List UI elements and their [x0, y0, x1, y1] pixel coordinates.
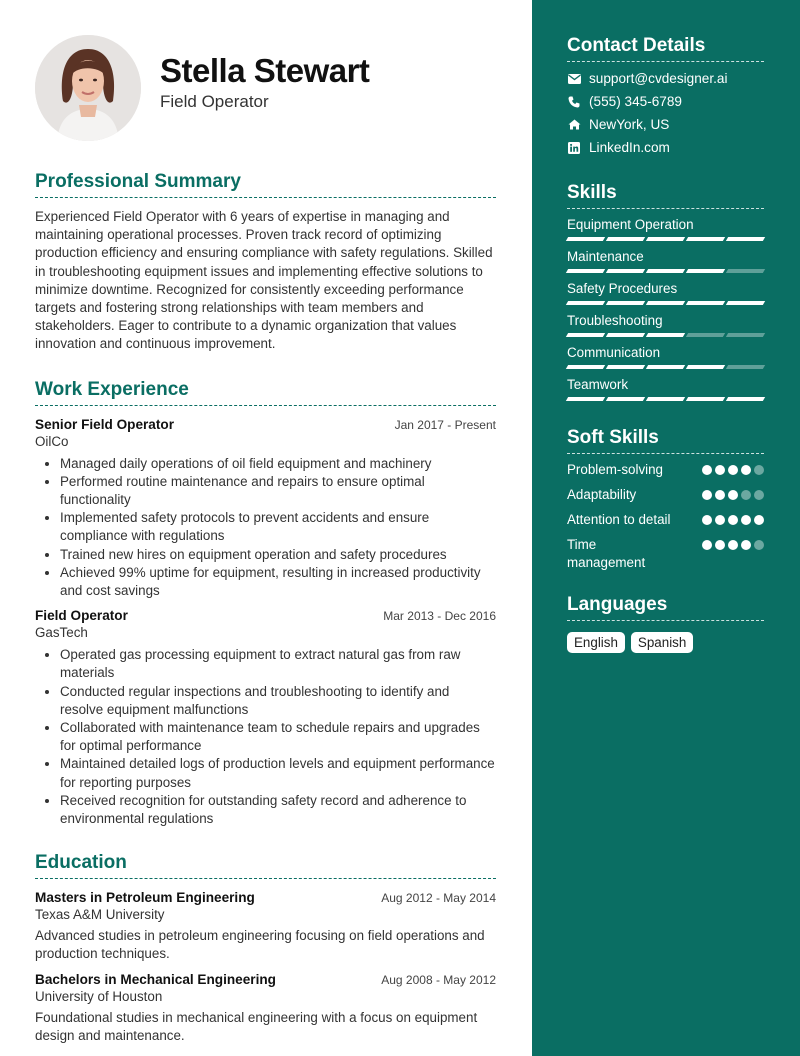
rating-dot — [754, 465, 764, 475]
skill-level-segment — [566, 269, 605, 273]
job-bullet: • Maintained detailed logs of production levels and equipment performance for reporting purposes — [60, 755, 496, 791]
rating-dot — [754, 490, 764, 500]
experience-heading: Work Experience — [35, 379, 496, 406]
skill-level-bar — [567, 301, 764, 305]
skill-level-segment — [606, 301, 645, 305]
skill-level-segment — [726, 365, 765, 369]
skill-level-segment — [606, 365, 645, 369]
skill-level-segment — [566, 397, 605, 401]
candidate-name: Stella Stewart — [160, 52, 370, 89]
sidebar — [532, 0, 800, 1056]
rating-dot — [702, 490, 712, 500]
rating-dot — [754, 540, 764, 550]
skill-level-segment — [646, 333, 685, 337]
rating-dot — [741, 515, 751, 525]
job-bullet: • Received recognition for outstanding safety record and adherence to environmental regulations — [60, 792, 496, 828]
degree: Masters in Petroleum Engineering — [35, 890, 255, 906]
skill-level-segment — [606, 397, 645, 401]
skill-level-segment — [646, 237, 685, 241]
candidate-title: Field Operator — [160, 92, 269, 111]
skill-level-bar — [567, 397, 764, 401]
phone-text: (555) 345-6789 — [589, 94, 682, 109]
language-tag: English — [567, 632, 625, 653]
contact-location — [567, 116, 764, 133]
skills-heading: Skills — [567, 182, 764, 209]
skill-item — [567, 313, 764, 337]
languages-heading: Languages — [567, 594, 764, 621]
summary-section — [35, 171, 496, 354]
rating-dot — [702, 465, 712, 475]
job-bullet: • Achieved 99% uptime for equipment, resulting in increased productivity and cost savings — [60, 564, 496, 600]
school: Texas A&M University — [35, 907, 165, 923]
rating-dot — [715, 540, 725, 550]
school: University of Houston — [35, 988, 163, 1004]
job-entry — [35, 417, 496, 601]
skill-level-segment — [726, 333, 765, 337]
skill-level-bar — [567, 237, 764, 241]
skill-name: Teamwork — [567, 377, 629, 392]
skill-level-bar — [567, 365, 764, 369]
rating-dot — [702, 515, 712, 525]
skill-level-segment — [566, 333, 605, 337]
rating-dot — [741, 465, 751, 475]
contact-email[interactable] — [567, 70, 764, 87]
skill-name: Equipment Operation — [567, 217, 694, 232]
education-entry — [35, 972, 496, 1045]
soft-skill-rating — [702, 465, 764, 475]
phone-icon — [567, 95, 581, 109]
education-desc: Foundational studies in mechanical engineering with a focus on equipment design and maintenance. — [35, 1009, 478, 1043]
soft-skill-name: Problem-solving — [567, 462, 664, 477]
rating-dot — [715, 515, 725, 525]
skill-level-segment — [726, 237, 765, 241]
skill-level-bar — [567, 269, 764, 273]
job-bullet: • Implemented safety protocols to prevent accidents and ensure compliance with regulations — [60, 509, 496, 545]
avatar — [35, 35, 141, 141]
skill-level-segment — [606, 269, 645, 273]
rating-dot — [702, 540, 712, 550]
skill-level-segment — [686, 237, 725, 241]
language-tag: Spanish — [631, 632, 693, 653]
home-icon — [567, 118, 581, 132]
job-entry — [35, 608, 496, 828]
soft-skills-section — [567, 427, 764, 572]
job-role: Senior Field Operator — [35, 416, 174, 432]
skill-name: Troubleshooting — [567, 313, 663, 328]
job-bullet: • Trained new hires on equipment operation and safety procedures — [60, 546, 496, 564]
skill-name: Safety Procedures — [567, 281, 678, 296]
skill-item — [567, 281, 764, 305]
envelope-icon — [567, 72, 581, 86]
skill-level-segment — [566, 301, 605, 305]
soft-skill-name: Attention to detail — [567, 512, 671, 527]
soft-skill-rating — [702, 540, 764, 550]
location-text: NewYork, US — [589, 117, 670, 132]
skill-level-segment — [686, 333, 725, 337]
soft-skill-name: Time management — [567, 537, 646, 570]
soft-skill-item — [567, 486, 764, 504]
linkedin-text: LinkedIn.com — [589, 140, 670, 155]
skill-level-segment — [646, 269, 685, 273]
header — [35, 0, 496, 160]
job-bullet: • Operated gas processing equipment to extract natural gas from raw materials — [60, 646, 496, 682]
job-bullet: • Conducted regular inspections and troubleshooting to identify and resolve equipment malfunctions — [60, 683, 496, 719]
soft-skill-name: Adaptability — [567, 487, 637, 502]
languages-section — [567, 594, 764, 653]
job-bullet: • Collaborated with maintenance team to schedule repairs and upgrades for optimal performance — [60, 719, 496, 755]
skill-level-segment — [686, 365, 725, 369]
skill-level-segment — [566, 365, 605, 369]
rating-dot — [715, 490, 725, 500]
skill-level-segment — [646, 365, 685, 369]
soft-skill-rating — [702, 515, 764, 525]
education-entry — [35, 890, 496, 963]
job-dates: Jan 2017 - Present — [394, 417, 496, 432]
summary-text: Experienced Field Operator with 6 years of expertise in managing and maintaining operational processes. Proven track record of optimizing production efficiency and ensuring compliance with safety regulations. Skilled in troubleshooting equipment issues and implementing effective solutions to minimize downtime. Recognized for consistently exceeding performance targets and fostering strong relationships with team members and stakeholders. Eager to contribute to a dynamic organization that values innovation and continuous improvement. — [35, 209, 493, 352]
skill-level-segment — [726, 301, 765, 305]
education-heading: Education — [35, 852, 496, 879]
job-bullet: • Managed daily operations of oil field equipment and machinery — [60, 455, 496, 473]
skill-level-segment — [606, 237, 645, 241]
skill-level-segment — [646, 397, 685, 401]
skill-name: Communication — [567, 345, 661, 360]
rating-dot — [728, 515, 738, 525]
skill-level-segment — [606, 333, 645, 337]
contact-section — [567, 35, 764, 156]
skill-item — [567, 249, 764, 273]
education-desc: Advanced studies in petroleum engineering focusing on field operations and production techniques. — [35, 928, 485, 962]
rating-dot — [715, 465, 725, 475]
rating-dot — [741, 540, 751, 550]
skill-level-segment — [646, 301, 685, 305]
job-company: GasTech — [35, 625, 88, 641]
skill-level-segment — [726, 269, 765, 273]
soft-skill-rating — [702, 490, 764, 500]
skill-item — [567, 345, 764, 369]
education-section — [35, 852, 496, 1045]
rating-dot — [741, 490, 751, 500]
job-bullet: • Performed routine maintenance and repairs to ensure optimal functionality — [60, 473, 496, 509]
rating-dot — [754, 515, 764, 525]
experience-section — [35, 379, 496, 829]
skill-level-segment — [686, 301, 725, 305]
soft-skill-item — [567, 536, 764, 572]
contact-linkedin[interactable] — [567, 139, 764, 156]
rating-dot — [728, 465, 738, 475]
skill-item — [567, 217, 764, 241]
skill-level-segment — [686, 397, 725, 401]
rating-dot — [728, 540, 738, 550]
skill-level-segment — [686, 269, 725, 273]
skill-item — [567, 377, 764, 401]
rating-dot — [728, 490, 738, 500]
skills-section — [567, 182, 764, 401]
job-dates: Mar 2013 - Dec 2016 — [383, 609, 496, 624]
skill-level-segment — [726, 397, 765, 401]
soft-skills-heading: Soft Skills — [567, 427, 764, 454]
education-dates: Aug 2012 - May 2014 — [381, 891, 496, 906]
soft-skill-item — [567, 511, 764, 529]
education-dates: Aug 2008 - May 2012 — [381, 972, 496, 987]
contact-heading: Contact Details — [567, 35, 764, 62]
summary-heading: Professional Summary — [35, 171, 496, 198]
linkedin-icon — [567, 141, 581, 155]
job-role: Field Operator — [35, 608, 128, 624]
skill-level-bar — [567, 333, 764, 337]
skill-level-segment — [566, 237, 605, 241]
contact-phone[interactable] — [567, 93, 764, 110]
email-text: support@cvdesigner.ai — [589, 71, 728, 86]
job-company: OilCo — [35, 433, 69, 449]
skill-name: Maintenance — [567, 249, 644, 264]
degree: Bachelors in Mechanical Engineering — [35, 971, 276, 987]
soft-skill-item — [567, 461, 764, 479]
